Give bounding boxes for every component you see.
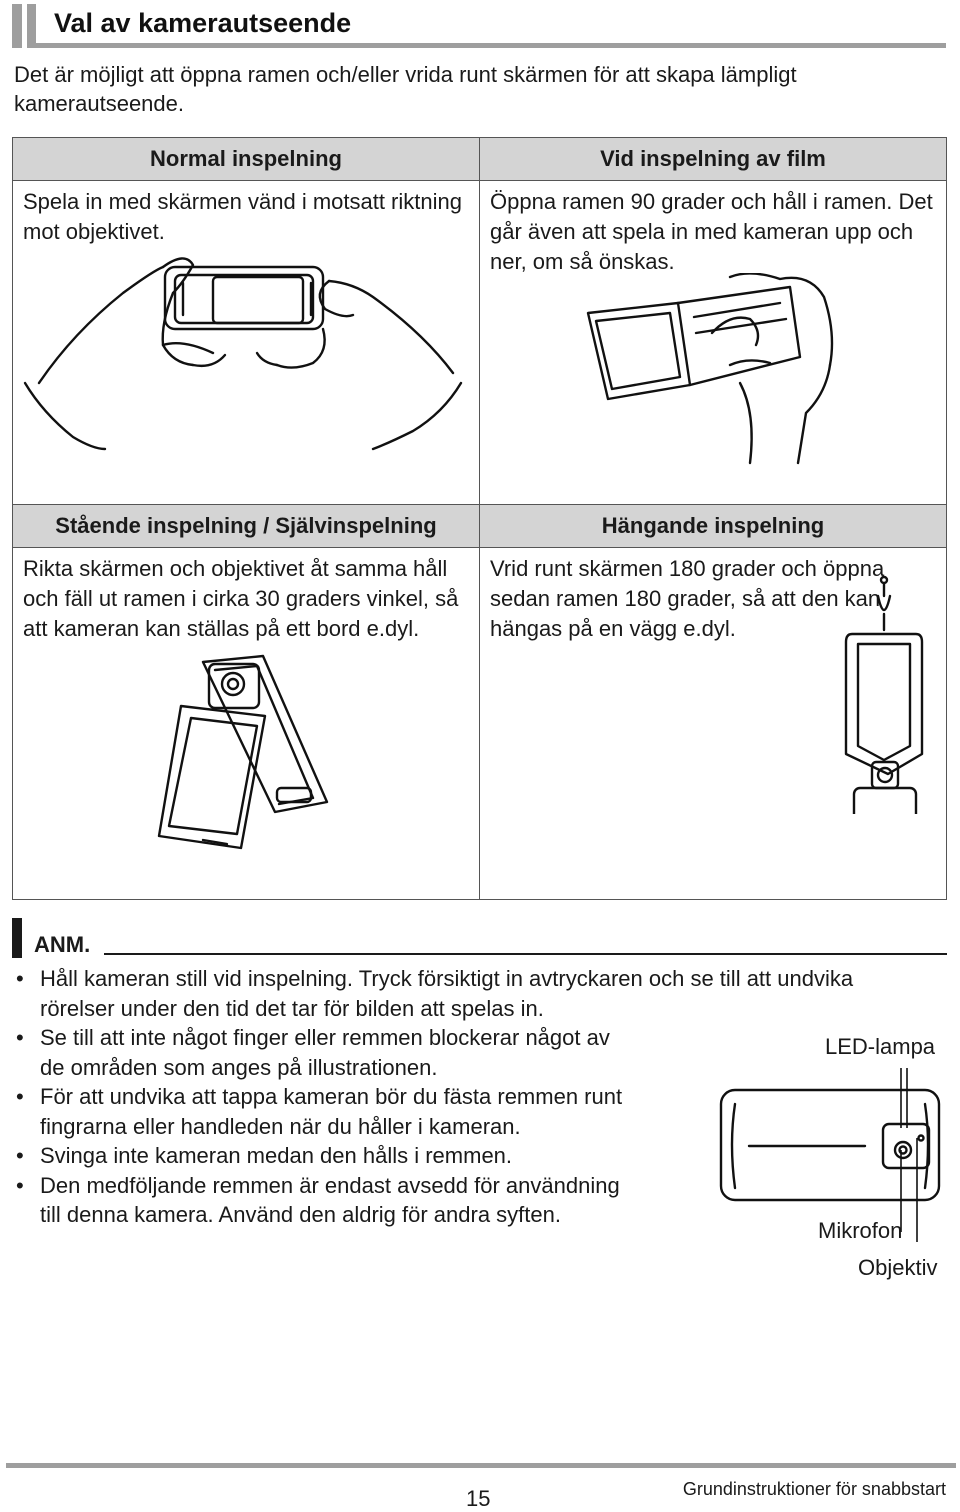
footer-rule [6,1463,956,1468]
note-item: • Håll kameran still vid inspelning. Tryck försiktigt in avtryckaren och se till att undvika rörelser under den tid det tar för bilden att spelas in. [14,964,894,1023]
mode-heading-normal: Normal inspelning [13,138,480,181]
note-rule [104,953,947,955]
mode-heading-standing: Stående inspelning / Självinspelning [13,505,480,548]
lens-label: Objektiv [858,1255,938,1280]
note-item: • För att undvika att tappa kameran bör du fästa remmen runt fingrarna eller handleden när du håller i kameran. [14,1082,640,1141]
mode-text-normal: Spela in med skärmen vänd i motsatt riktning mot objektivet. [23,189,462,244]
note-item: • Se till att inte något finger eller remmen blockerar något av de områden som anges på illustrationen. [14,1023,640,1082]
led-label: LED-lampa [825,1034,936,1059]
illustration-standing [13,652,479,857]
note-item: • Svinga inte kameran medan den hålls i remmen. [14,1141,640,1171]
camera-front-diagram [715,1064,955,1244]
mode-text-hanging: Vrid runt skärmen 180 grader och öppna sedan ramen 180 grader, så att den kan hängas på en vägg e.dyl. [490,556,885,641]
title-stripe [12,4,22,48]
mode-cell-standing [13,548,480,900]
mode-heading-film: Vid inspelning av film [480,138,947,181]
mode-text-film: Öppna ramen 90 grader och håll i ramen. Det går även att spela in med kameran upp och ner, om så önskas. [490,189,933,274]
note-bar [12,918,22,958]
mode-cell-hanging [480,548,947,900]
illustration-hanging [480,574,946,814]
note-label: ANM. [34,932,91,957]
mode-cell-film [480,181,947,505]
title-underline [36,43,946,48]
mode-cell-normal [13,181,480,505]
modes-table [12,137,947,900]
mode-heading-hanging: Hängande inspelning [480,505,947,548]
note-header [12,918,947,958]
illustration-film-hold [480,273,946,478]
illustration-normal-hold [13,253,479,463]
note-item: • Den medföljande remmen är endast avsedd för användning till denna kamera. Använd den aldrig för andra syften. [14,1171,640,1230]
section-title-bar [12,4,946,48]
title-stripe [27,4,36,48]
page-title: Val av kamerautseende [54,8,352,38]
intro-text: Det är möjligt att öppna ramen och/eller vrida runt skärmen för att skapa lämpligt kamerautseende. [14,62,797,116]
page-number: 15 [466,1486,491,1511]
footer-title: Grundinstruktioner för snabbstart [682,1479,946,1499]
mic-label: Mikrofon [818,1218,903,1243]
mode-text-standing: Rikta skärmen och objektivet åt samma håll och fäll ut ramen i cirka 30 graders vinkel, så att kameran kan ställas på ett bord e.dyl. [23,556,459,641]
